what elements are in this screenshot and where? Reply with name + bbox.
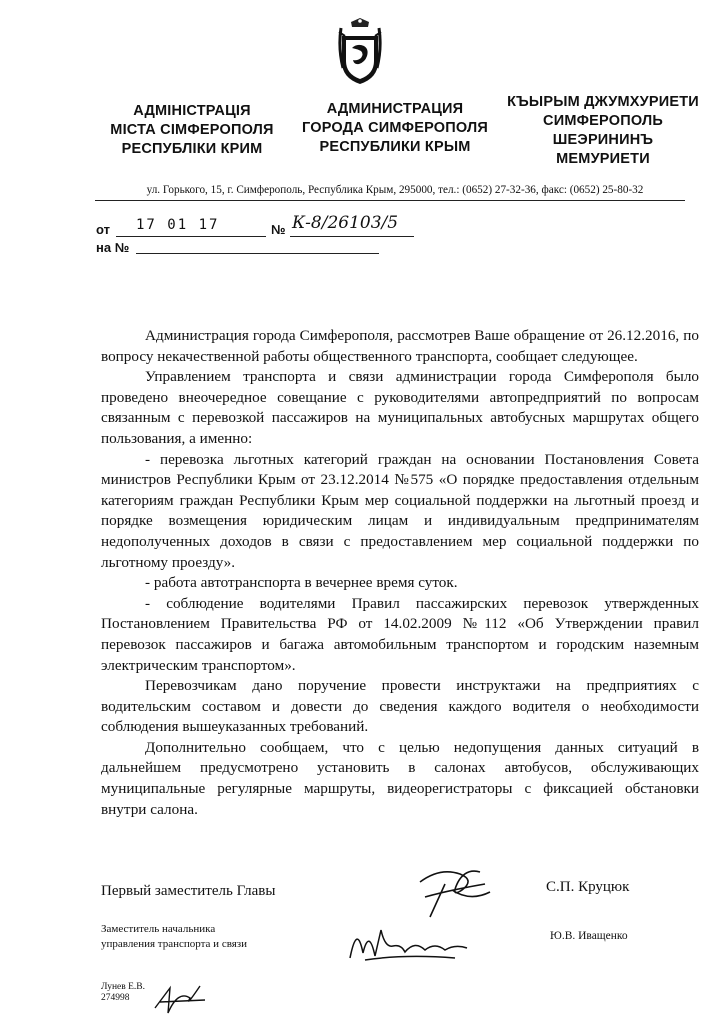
- deputy-role: Заместитель начальника управления транспорта и связи: [101, 923, 248, 950]
- paragraph: Управлением транспорта и связи администрации города Симферополя было проведено внеочередное совещание с руководителями автопредприятий по вопросам связанным с перевозкой пассажиров на муниципальных автобусных маршрутах общего пользования, а именно:: [101, 368, 699, 447]
- executor-phone: 274998: [101, 993, 130, 1003]
- list-item: - соблюдение водителями Правил пассажирских перевозок утвержденных Постановлением Правительства РФ от 14.02.2009 №112 «Об Утверждении правил перевозок пассажиров и багажа автомобильным транспортом и городским наземным электрическим транспортом».: [101, 594, 699, 674]
- signatory-role: Первый заместитель Главы: [101, 883, 276, 899]
- paragraph: Перевозчикам дано поручение провести инструктажи на предприятиях с водительским составом и довести до сведения каждого водителя о необходимости соблюдения вышеуказанных требований.: [101, 677, 699, 736]
- header-ukrainian-title: АДМІНІСТРАЦІЯ МІСТА СІМФЕРОПОЛЯ РЕСПУБЛІКИ КРИМ: [110, 103, 274, 157]
- paragraph: Администрация города Симферополя, рассмотрев Ваше обращение от 26.12.2016, по вопросу некачественной работы общественного транспорта, сообщает следующее.: [101, 327, 699, 365]
- to-label: на №: [96, 240, 130, 255]
- number-underline: [290, 236, 414, 237]
- letter-body: [101, 326, 699, 820]
- signatory-name: С.П. Круцюк: [546, 879, 630, 895]
- list-item: - работа автотранспорта в вечернее время суток.: [145, 574, 458, 592]
- header-divider: [95, 200, 685, 201]
- executor-info: [101, 982, 145, 1004]
- signature-deputy: [345, 918, 475, 968]
- crimea-coat-of-arms-icon: [337, 18, 383, 86]
- to-underline: [136, 253, 379, 254]
- deputy-name: Ю.В. Иващенко: [550, 930, 628, 942]
- executor-name: Лунев Е.В.: [101, 982, 146, 992]
- header-russian-title: АДМИНИСТРАЦИЯ ГОРОДА СИМФЕРОПОЛЯ РЕСПУБЛИКИ КРЫМ: [301, 101, 489, 155]
- address-line: ул. Горького, 15, г. Симферополь, Республика Крым, 295000, тел.: (0652) 27-32-36, факс: (0652) 25-80-32: [146, 184, 644, 196]
- signature-first-deputy: [400, 862, 510, 922]
- paragraph: Дополнительно сообщаем, что с целью недопущения данных ситуаций в дальнейшем предусмотрено установить в салонах автобусов, обслуживающих муниципальные регулярные маршруты, видеорегистраторы с фиксацией обстановки внутри салона.: [101, 738, 699, 818]
- header-crimean-tatar-title: КЪЫРЫМ ДЖУМХУРИЕТИ СИМФЕРОПОЛЬ ШЕЭРИНИНЪ МЕМУРИЕТИ: [507, 94, 699, 167]
- list-item: - перевозка льготных категорий граждан на основании Постановления Совета министров Республики Крым от 23.12.2014 №575 «О порядке предоставления отдельным категориям граждан Республики Крым мер социальной поддержки на льготный проезд и порядке возмещения юридическим лицам и индивидуальным предпринимателям недополученных доходов в связи с предоставлением мер социальной поддержки по льготному проезду».: [101, 450, 699, 571]
- from-label: от: [96, 222, 110, 237]
- from-underline: [116, 236, 266, 237]
- number-value: К-8/26103/5: [292, 213, 399, 233]
- from-date-value: 17 01 17: [136, 217, 220, 233]
- executor-signature: [150, 978, 210, 1018]
- number-label: №: [271, 222, 286, 237]
